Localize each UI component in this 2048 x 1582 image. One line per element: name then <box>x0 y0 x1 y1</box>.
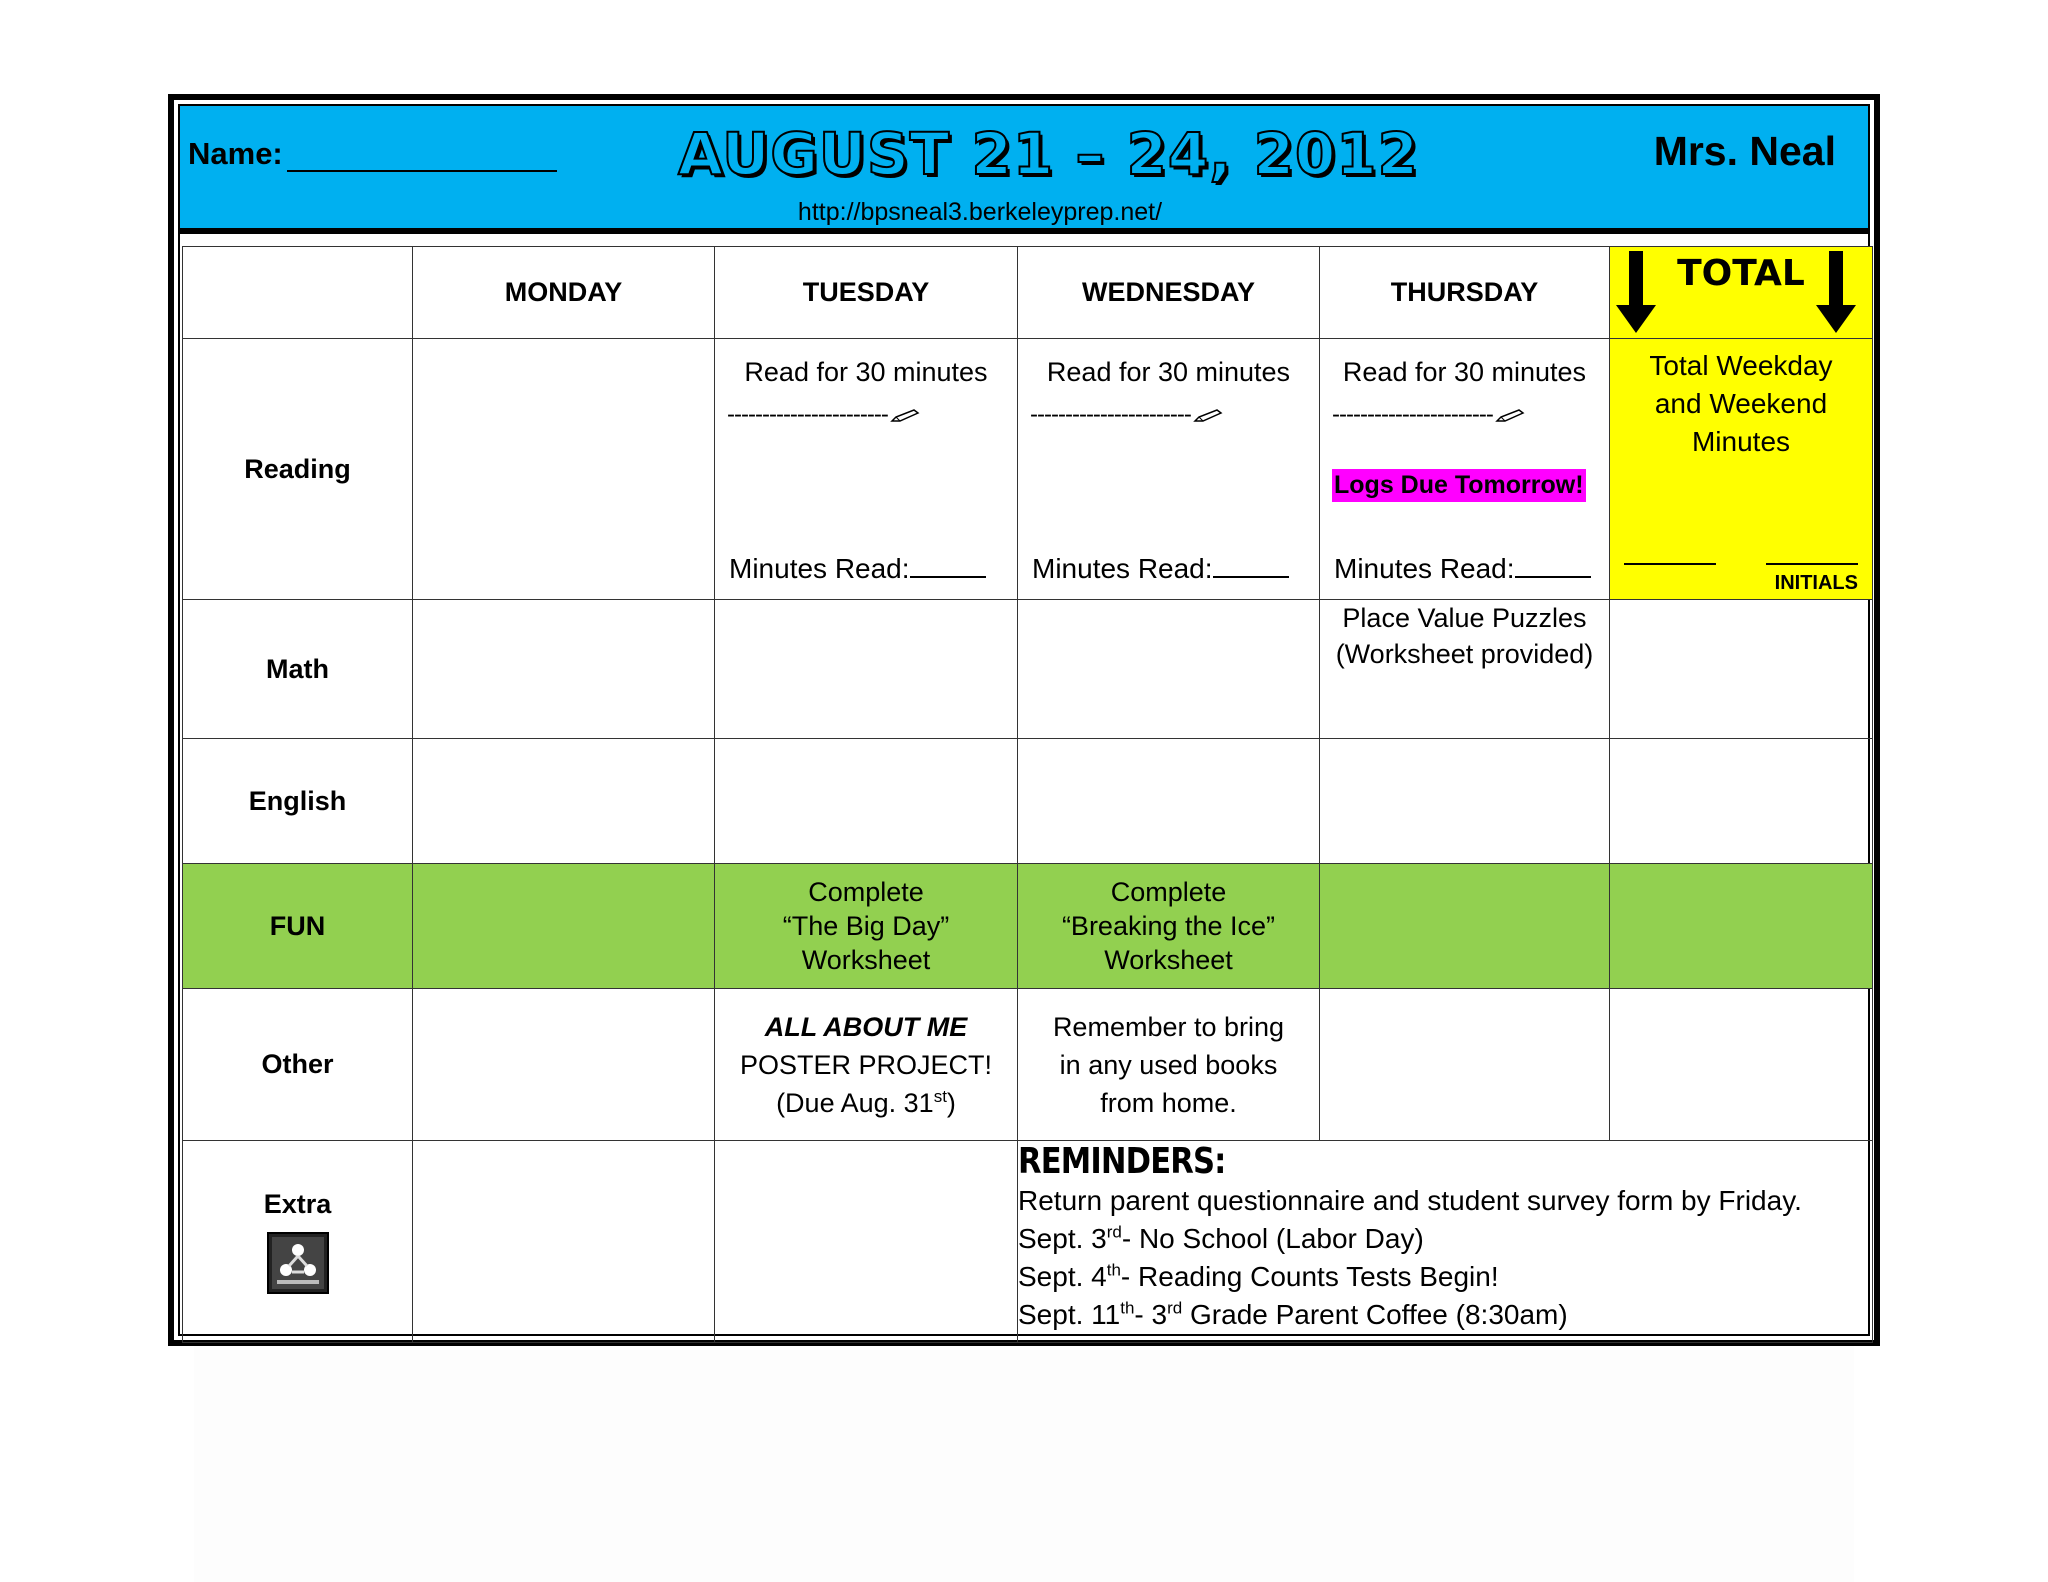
reading-tuesday-cell <box>715 339 1018 600</box>
minutes-read-label: Minutes Read: <box>729 553 910 584</box>
english-thursday-cell <box>1320 739 1610 864</box>
day-header-wednesday: WEDNESDAY <box>1018 247 1320 339</box>
row-label-other: Other <box>183 989 413 1141</box>
poster-project-title: ALL ABOUT ME <box>764 1011 968 1042</box>
minutes-blank[interactable] <box>1213 556 1289 578</box>
minutes-read-label: Minutes Read: <box>1032 553 1213 584</box>
reading-monday-cell <box>413 339 715 600</box>
other-monday-cell <box>413 989 715 1141</box>
class-website-link[interactable]: http://bpsneal3.berkeleyprep.net/ <box>797 198 1163 226</box>
total-blank-line[interactable] <box>1624 563 1716 565</box>
reading-dashes <box>727 401 920 429</box>
minutes-read-field[interactable] <box>1334 553 1591 585</box>
minutes-read-field[interactable] <box>1032 553 1289 585</box>
english-tuesday-cell <box>715 739 1018 864</box>
dash-line: ----------------------- <box>1030 401 1191 428</box>
extra-row <box>183 1141 1873 1343</box>
math-thursday-cell <box>1320 600 1610 739</box>
page-bottom-area <box>194 1346 1854 1582</box>
extra-monday-cell <box>413 1141 715 1343</box>
reminder-suffix: rd <box>1167 1298 1183 1318</box>
reading-dashes <box>1030 401 1223 429</box>
reading-row <box>183 339 1873 600</box>
total-label: TOTAL <box>1677 253 1805 294</box>
corner-cell <box>183 247 413 339</box>
english-monday-cell <box>413 739 715 864</box>
reminder-item <box>1018 1296 1872 1334</box>
extra-picture-icon <box>267 1232 329 1294</box>
reminder-text: - 3 <box>1134 1299 1168 1330</box>
math-tuesday-cell <box>715 600 1018 739</box>
english-total-cell <box>1610 739 1873 864</box>
reminder-suffix: th <box>1106 1260 1121 1280</box>
reminders-cell <box>1018 1141 1873 1343</box>
fun-task-line: Worksheet <box>801 945 931 975</box>
day-header-thursday: THURSDAY <box>1320 247 1610 339</box>
total-text-line: and Weekend <box>1654 388 1828 419</box>
reminders-title: REMINDERS: <box>1018 1141 1226 1182</box>
reading-task: Read for 30 minutes <box>1046 357 1291 387</box>
minutes-read-field[interactable] <box>729 553 986 585</box>
other-tuesday-cell <box>715 989 1018 1141</box>
fun-task-line: Complete <box>1110 877 1227 907</box>
reminder-text: - Reading Counts Tests Begin! <box>1120 1261 1499 1292</box>
reminder-suffix: th <box>1120 1298 1135 1318</box>
row-label-extra: Extra <box>263 1189 332 1219</box>
homework-grid <box>182 246 1873 1343</box>
math-task-note: (Worksheet provided) <box>1335 639 1594 669</box>
minutes-read-label: Minutes Read: <box>1334 553 1515 584</box>
reminder-text: Grade Parent Coffee (8:30am) <box>1182 1299 1568 1330</box>
minutes-blank[interactable] <box>910 556 986 578</box>
pencil-icon <box>1193 409 1223 423</box>
math-task-line: Place Value Puzzles <box>1342 603 1587 633</box>
reading-dashes <box>1332 401 1525 429</box>
due-close: ) <box>946 1087 956 1118</box>
row-label-extra-cell <box>183 1141 413 1343</box>
row-label-math: Math <box>183 600 413 739</box>
logs-due-highlight: Logs Due Tomorrow! <box>1332 469 1586 502</box>
math-monday-cell <box>413 600 715 739</box>
total-minutes-text <box>1610 339 1872 461</box>
math-wednesday-cell <box>1018 600 1320 739</box>
reminder-text: - No School (Labor Day) <box>1121 1223 1424 1254</box>
minutes-blank[interactable] <box>1515 556 1591 578</box>
name-blank-line[interactable] <box>287 140 557 172</box>
reminder-item <box>1018 1220 1872 1258</box>
fun-wednesday-cell <box>1018 864 1320 989</box>
poster-project-line: POSTER PROJECT! <box>739 1049 993 1080</box>
fun-monday-cell <box>413 864 715 989</box>
pencil-icon <box>1495 409 1525 423</box>
reminder-line: from home. <box>1100 1087 1237 1118</box>
fun-total-cell <box>1610 864 1873 989</box>
reading-thursday-cell <box>1320 339 1610 600</box>
reminder-line: in any used books <box>1059 1049 1278 1080</box>
fun-tuesday-cell <box>715 864 1018 989</box>
initials-blank-line[interactable] <box>1766 563 1858 565</box>
fun-row <box>183 864 1873 989</box>
sheet-header <box>180 106 1868 234</box>
math-row <box>183 600 1873 739</box>
total-minutes-cell <box>1610 339 1873 600</box>
day-header-monday: MONDAY <box>413 247 715 339</box>
math-total-cell <box>1610 600 1873 739</box>
reading-wednesday-cell <box>1018 339 1320 600</box>
fun-task-line: “Breaking the Ice” <box>1061 911 1276 941</box>
fun-task-line: Complete <box>808 877 924 907</box>
poster-due-date <box>715 1084 1017 1122</box>
total-header-cell <box>1610 247 1873 339</box>
reminder-date: Sept. 3 <box>1018 1223 1107 1254</box>
initials-label: INITIALS <box>1774 572 1858 594</box>
row-label-reading: Reading <box>183 339 413 600</box>
total-text-line: Minutes <box>1691 426 1791 457</box>
pencil-icon <box>890 409 920 423</box>
dash-line: ----------------------- <box>1332 401 1493 428</box>
english-wednesday-cell <box>1018 739 1320 864</box>
name-field[interactable] <box>188 136 557 172</box>
reading-task: Read for 30 minutes <box>744 357 988 387</box>
due-suffix: st <box>933 1086 947 1106</box>
fun-task-line: “The Big Day” <box>782 911 950 941</box>
day-header-row <box>183 247 1873 339</box>
day-header-tuesday: TUESDAY <box>715 247 1018 339</box>
other-row <box>183 989 1873 1141</box>
total-text-line: Total Weekday <box>1649 350 1833 381</box>
other-total-cell <box>1610 989 1873 1141</box>
homework-sheet <box>168 94 1880 1346</box>
reminder-item <box>1018 1258 1872 1296</box>
teacher-name: Mrs. Neal <box>1653 128 1836 174</box>
fun-thursday-cell <box>1320 864 1610 989</box>
reminder-date: Sept. 4 <box>1018 1261 1107 1292</box>
row-label-fun: FUN <box>183 864 413 989</box>
reminder-item: Return parent questionnaire and student survey form by Friday. <box>1018 1185 1802 1216</box>
reading-task: Read for 30 minutes <box>1342 357 1587 387</box>
url-text-wrap <box>180 198 1880 227</box>
down-arrow-icon <box>1814 249 1858 335</box>
other-wednesday-cell <box>1018 989 1320 1141</box>
fun-task-line: Worksheet <box>1104 945 1233 975</box>
due-text: (Due Aug. 31 <box>776 1087 934 1118</box>
name-label: Name: <box>188 136 283 171</box>
reminder-suffix: rd <box>1106 1222 1122 1242</box>
english-row <box>183 739 1873 864</box>
extra-tuesday-cell <box>715 1141 1018 1343</box>
row-label-english: English <box>183 739 413 864</box>
other-thursday-cell <box>1320 989 1610 1141</box>
reminder-line: Remember to bring <box>1052 1011 1285 1042</box>
week-title: AUGUST 21 – 24, 2012 <box>678 120 1419 188</box>
dash-line: ----------------------- <box>727 401 888 428</box>
reminder-date: Sept. 11 <box>1018 1299 1121 1330</box>
